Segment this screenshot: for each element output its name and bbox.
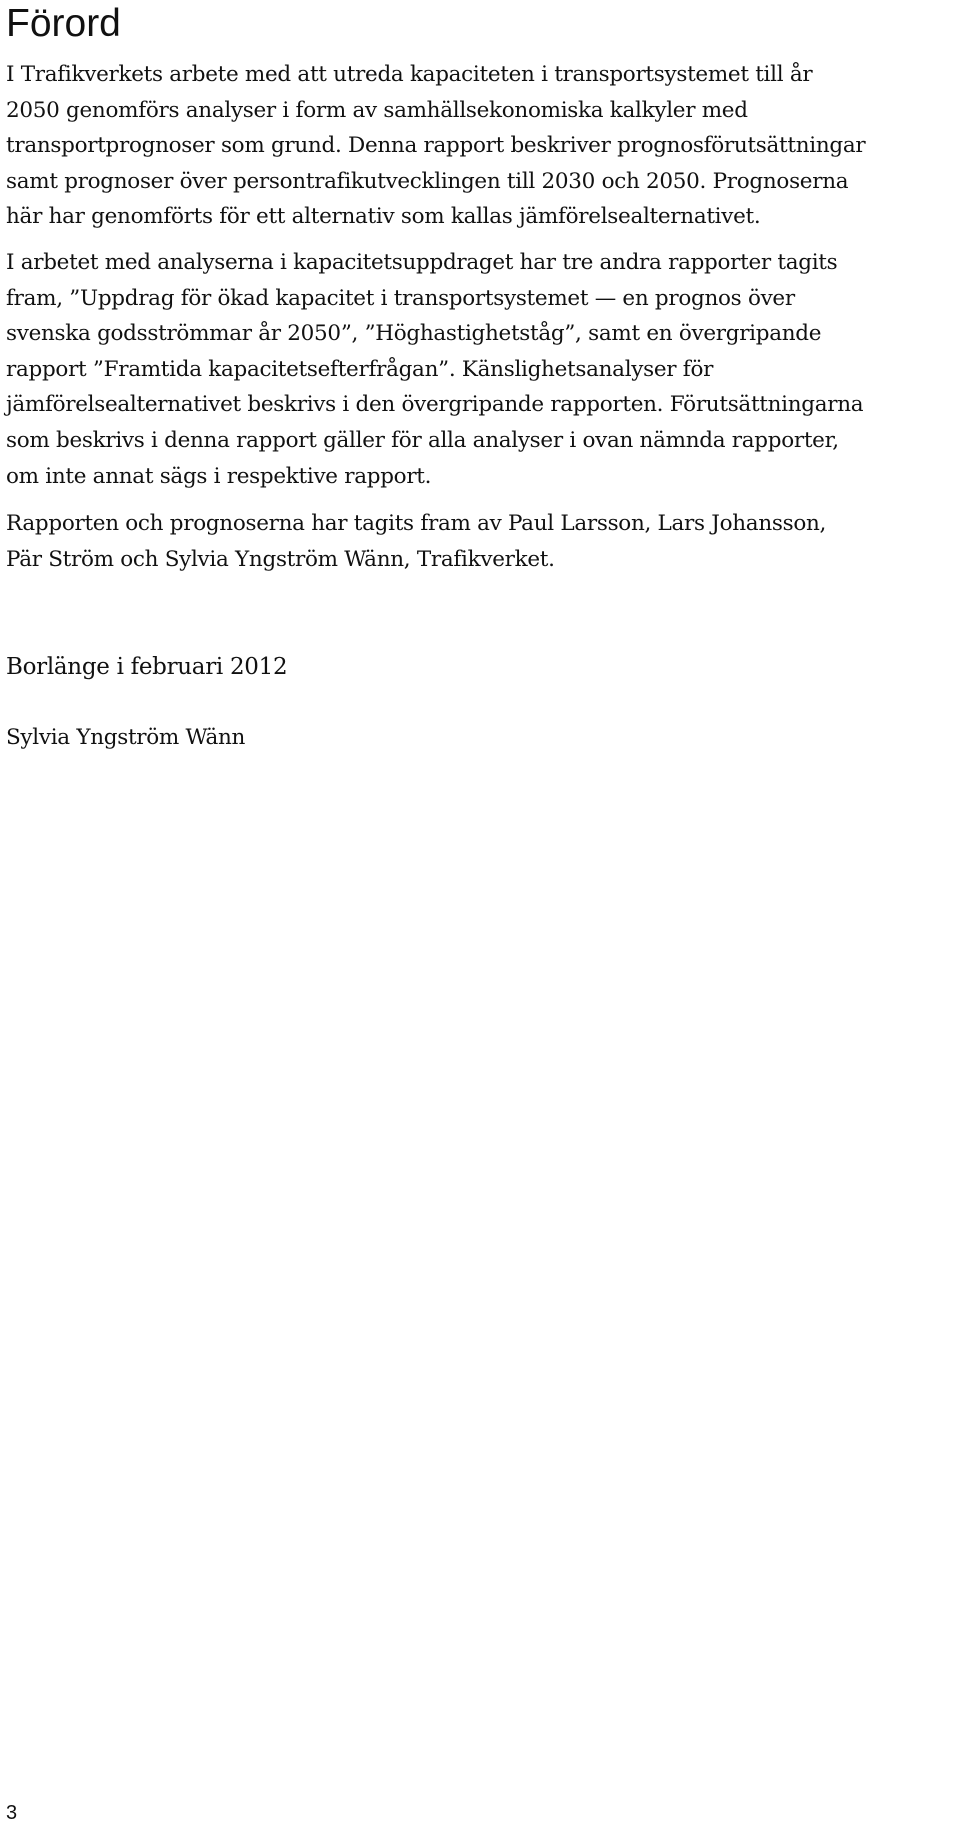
paragraph-line: här har genomförts för ett alternativ som kallas jämförelsealternativet. bbox=[6, 204, 761, 230]
page-number: 3 bbox=[6, 1802, 18, 1824]
paragraph-line: I arbetet med analyserna i kapacitetsuppdraget har tre andra rapporter tagits bbox=[6, 250, 838, 275]
paragraph-intro bbox=[6, 57, 956, 235]
paragraph-line: I Trafikverkets arbete med att utreda kapaciteten i transportsystemet till år bbox=[6, 62, 813, 87]
signature-name: Sylvia Yngström Wänn bbox=[6, 725, 246, 750]
paragraph-authors bbox=[6, 506, 956, 577]
paragraph-line: om inte annat sägs i respektive rapport. bbox=[6, 463, 432, 489]
paragraph-related-reports bbox=[6, 245, 956, 494]
paragraph-line: Pär Ström och Sylvia Yngström Wänn, Trafikverket. bbox=[6, 546, 555, 572]
paragraph-line: svenska godsströmmar år 2050”, ”Höghastighetståg”, samt en övergripande bbox=[6, 321, 822, 347]
paragraph-line: samt prognoser över persontrafikutvecklingen till 2030 och 2050. Prognoserna bbox=[6, 168, 849, 194]
paragraph-line: Rapporten och prognoserna har tagits fram av Paul Larsson, Lars Johansson, bbox=[6, 511, 827, 536]
paragraph-line: transportprognoser som grund. Denna rapport beskriver prognosförutsättningar bbox=[6, 133, 866, 159]
page-title: Förord bbox=[6, 2, 121, 45]
paragraph-line: jämförelsealternativet beskrivs i den övergripande rapporten. Förutsättningarna bbox=[6, 392, 864, 418]
paragraph-line: som beskrivs i denna rapport gäller för alla analyser i ovan nämnda rapporter, bbox=[6, 427, 839, 453]
paragraph-line: rapport ”Framtida kapacitetsefterfrågan”. Känslighetsanalyser för bbox=[6, 356, 714, 382]
paragraph-line: 2050 genomförs analyser i form av samhällsekonomiska kalkyler med bbox=[6, 97, 748, 123]
place-and-date: Borlänge i februari 2012 bbox=[6, 654, 288, 680]
paragraph-line: fram, ”Uppdrag för ökad kapacitet i transportsystemet — en prognos över bbox=[6, 285, 795, 311]
